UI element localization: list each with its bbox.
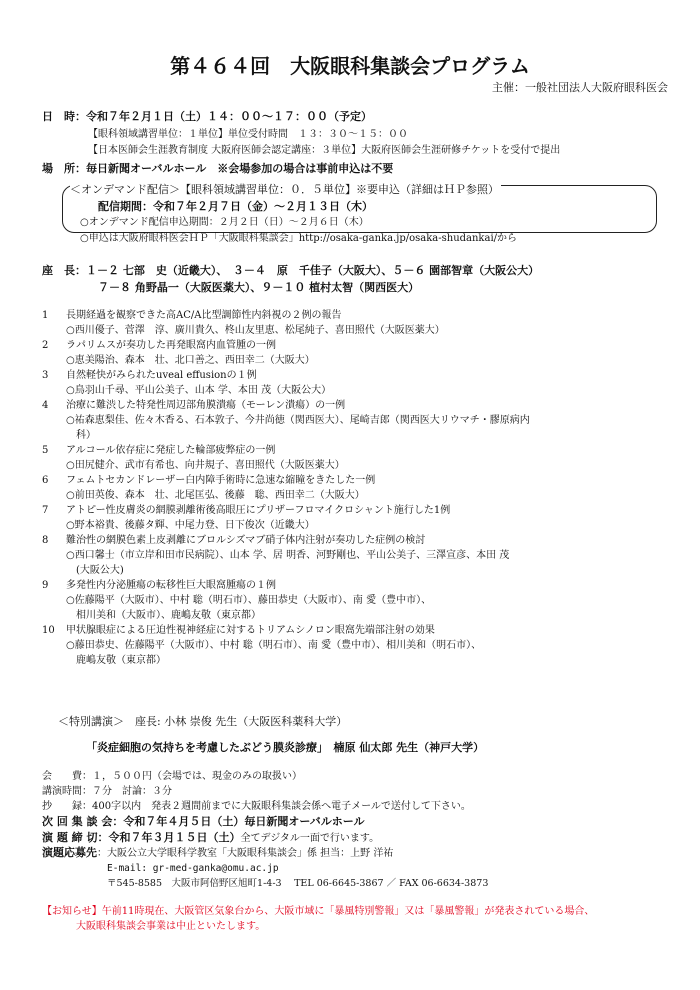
ondemand-apply-link[interactable]: ○申込は大阪府眼科医会ＨＰ「大阪眼科集談会」http://osaka-ganka.jp/osaka-shudankai/から bbox=[80, 233, 518, 244]
talk-title: フェムトセカンドレーザー白内障手術時に急速な縮瞳をきたした一例 bbox=[66, 475, 376, 486]
date-line: 日 時：令和７年２月１日（土）１４：００～１７：００（予定） bbox=[42, 110, 372, 123]
abstract-line: 抄 録：400字以内 発表２週間前までに大阪眼科集談会係へ電子メールで送付して下さい。 bbox=[42, 801, 471, 812]
apply-email[interactable]: E-mail: gr-med-ganka@omu.ac.jp bbox=[107, 863, 279, 874]
talk-authors: ○西口馨士（市立岸和田市民病院）、山本 学、居 明香、河野剛也、平山公美子、三澤宣彦、本田 茂 bbox=[66, 550, 510, 561]
talk-title-row bbox=[42, 473, 662, 488]
notice-line-1: 【お知らせ】午前11時現在、大阪管区気象台から、大阪市域に「暴風特別警報」又は「暴風警報」が発表されている場合、 bbox=[42, 906, 595, 917]
talk-authors: ○祐森恵梨佳、佐々木香る、石本敦子、今井尚徳（関西医大）、尾崎吉郎（関西医大リウマチ・膠原病内 bbox=[66, 415, 530, 426]
next-meeting-line: 次 回 集 談 会：令和７年４月５日（土）毎日新聞オーバルホール bbox=[42, 815, 365, 828]
talk-author-row bbox=[42, 518, 662, 533]
talk-authors: ○田尻健介、武市有希也、向井規子、喜田照代（大阪医薬大） bbox=[66, 460, 345, 471]
talk-number bbox=[42, 518, 66, 533]
apply-label: 演題応募先 bbox=[42, 846, 97, 859]
talk-title-row bbox=[42, 368, 662, 383]
talk-author-row bbox=[42, 413, 662, 428]
talk-author-row bbox=[42, 383, 662, 398]
credit-line-2: 【日本医師会生涯教育制度 大阪府医師会認定講座：３単位】大阪府医師会生涯研修チケットを受付で提出 bbox=[88, 145, 561, 156]
talk-number bbox=[42, 353, 66, 368]
talk-number bbox=[42, 383, 66, 398]
talk-authors: ○佐藤陽平（大阪市）、中村 聡（明石市）、藤田恭史（大阪市）、南 愛（豊中市）、 bbox=[66, 595, 432, 606]
talk-title: 多発性内分泌腫瘍の転移性巨大眼窩腫瘍の１例 bbox=[66, 580, 276, 591]
talk-author-row bbox=[42, 593, 662, 608]
credit-line-1: 【眼科領域講習単位：１単位】単位受付時間 １３：３０～１５：００ bbox=[88, 129, 408, 140]
talk-title: ラパリムスが奏功した再発眼窩内血管腫の一例 bbox=[66, 340, 276, 351]
talk-author-row bbox=[42, 323, 662, 338]
talk-authors: ○西川優子、菅澤 淳、廣川貴久、柊山友里恵、松尾純子、喜田照代（大阪医薬大） bbox=[66, 325, 445, 336]
notice-line-2: 大阪眼科集談会事業は中止といたします。 bbox=[76, 921, 266, 932]
talk-number: 7 bbox=[42, 505, 49, 516]
talk-title-row bbox=[42, 443, 662, 458]
talk-list bbox=[42, 308, 662, 668]
talk-authors: ○恵美陽治、森本 壮、北口善之、西田幸二（大阪大） bbox=[66, 355, 315, 366]
talk-title: 治療に難渋した特発性周辺部角膜潰瘍（モーレン潰瘍）の一例 bbox=[66, 400, 346, 411]
talk-number: 9 bbox=[42, 580, 49, 591]
talk-number bbox=[42, 638, 66, 653]
talk-author-row bbox=[42, 653, 662, 668]
talk-number bbox=[42, 593, 66, 608]
apply-contact: ：大阪公立大学眼科学教室「大阪眼科集談会」係 担当：上野 洋祐 bbox=[97, 848, 394, 859]
talk-title: 長期経過を観察できた高AC/A比型調節性内斜視の２例の報告 bbox=[66, 310, 342, 321]
talk-title-row bbox=[42, 578, 662, 593]
talk-number bbox=[42, 458, 66, 473]
talk-number: 4 bbox=[42, 400, 49, 411]
talk-author-row bbox=[42, 608, 662, 623]
talk-authors: ○藤田恭史、佐藤陽平（大阪市）、中村 聡（明石市）、南 愛（豊中市）、相川美和（明石市）、 bbox=[66, 640, 482, 651]
talk-authors: 相川美和（大阪市）、鹿嶋友敬（東京都） bbox=[66, 610, 261, 621]
talk-number bbox=[42, 323, 66, 338]
talk-number bbox=[42, 653, 66, 668]
ondemand-apply-period: ○オンデマンド配信申込期間：２月２日（日）～２月６日（木） bbox=[80, 217, 369, 228]
talk-number bbox=[42, 548, 66, 563]
talk-authors: (大阪公大) bbox=[66, 565, 124, 576]
apply-line bbox=[42, 845, 393, 861]
talk-number bbox=[42, 488, 66, 503]
talk-author-row bbox=[42, 548, 662, 563]
ondemand-period: 配信期間：令和７年２月７日（金）～２月１３日（木） bbox=[98, 200, 373, 213]
talk-title-row bbox=[42, 533, 662, 548]
talk-number bbox=[42, 413, 66, 428]
talk-author-row bbox=[42, 488, 662, 503]
chairs-line-2: ７－８ 角野晶一（大阪医薬大）、９－１０ 植村太智（関西医大） bbox=[98, 281, 420, 294]
talk-title-row bbox=[42, 398, 662, 413]
talk-authors: 科） bbox=[66, 430, 96, 441]
talk-title-row bbox=[42, 308, 662, 323]
talk-title: アルコール依存症に発症した輪部疲弊症の一例 bbox=[66, 445, 276, 456]
talk-authors: ○前田英俊、森本 壮、北尾匡弘、後藤 聡、西田幸二（大阪大） bbox=[66, 490, 365, 501]
talk-title: アトピー性皮膚炎の網膜剥離術後高眼圧にプリザーフロマイクロシャント施行した1例 bbox=[66, 505, 451, 516]
special-lecture-header: ＜特別講演＞ 座長: 小林 崇俊 先生（大阪医科薬科大学） bbox=[58, 715, 348, 728]
talk-author-row bbox=[42, 428, 662, 443]
talk-number: 3 bbox=[42, 370, 49, 381]
organizer: 主催：一般社団法人大阪府眼科医会 bbox=[492, 81, 668, 94]
apply-address: 〒545-8585 大阪市阿倍野区旭町1-4-3 TEL 06-6645-3867 ／ FAX 06-6634-3873 bbox=[107, 878, 489, 889]
talk-number: 1 bbox=[42, 310, 49, 321]
talk-number bbox=[42, 608, 66, 623]
special-lecture-title: 「炎症細胞の気持ちを考慮したぶどう膜炎診療」 楠原 仙太郎 先生（神戸大学） bbox=[86, 741, 485, 754]
talk-number: 10 bbox=[42, 625, 55, 636]
talk-number: 8 bbox=[42, 535, 49, 546]
talk-title: 自然軽快がみられたuveal effusionの１例 bbox=[66, 370, 257, 381]
talk-authors: ○野本裕貴、後藤タ輝、中尾力登、日下俊次（近畿大） bbox=[66, 520, 315, 531]
talk-title: 難治性の網膜色素上皮剥離にブロルシズマブ硝子体内注射が奏功した症例の検討 bbox=[66, 535, 426, 546]
talk-title: 甲状腺眼症による圧迫性視神経症に対するトリアムシノロン眼窩先端部注射の効果 bbox=[66, 625, 435, 636]
talk-title-row bbox=[42, 623, 662, 638]
talk-author-row bbox=[42, 458, 662, 473]
chairs-line-1: 座 長：１－２ 七部 史（近畿大）、 ３－４ 原 千佳子（大阪大）、５－６ 園部智章（大阪公大） bbox=[42, 264, 540, 277]
talk-number bbox=[42, 563, 66, 578]
talk-number: 5 bbox=[42, 445, 49, 456]
talk-title-row bbox=[42, 503, 662, 518]
talk-author-row bbox=[42, 638, 662, 653]
talk-number bbox=[42, 428, 66, 443]
talk-title-row bbox=[42, 338, 662, 353]
fee-line: 会 費：１，５００円（会場では、現金のみの取扱い） bbox=[42, 771, 302, 782]
deadline-note: 全てデジタル一面で行います。 bbox=[240, 833, 380, 844]
venue-line: 場 所：毎日新聞オーバルホール ※会場参加の場合は事前申込は不要 bbox=[42, 162, 394, 175]
talk-author-row bbox=[42, 563, 662, 578]
deadline-label: 演 題 締 切： bbox=[42, 831, 109, 844]
time-line: 講演時間：７分 討論：３分 bbox=[42, 786, 172, 797]
document-title: 第４６４回 大阪眼科集談会プログラム bbox=[170, 54, 530, 78]
ondemand-line-1: ＜オンデマンド配信＞【眼科領域講習単位：０．５単位】※要申込（詳細はＨＰ参照） bbox=[70, 183, 499, 196]
talk-author-row bbox=[42, 353, 662, 368]
talk-authors: 鹿嶋友敬（東京都） bbox=[66, 655, 166, 666]
talk-number: 6 bbox=[42, 475, 49, 486]
talk-authors: ○鳥羽山千尋、平山公美子、山本 学、本田 茂（大阪公大） bbox=[66, 385, 332, 396]
talk-number: 2 bbox=[42, 340, 49, 351]
deadline-date: 令和７年３月１５日（土） bbox=[108, 831, 241, 844]
